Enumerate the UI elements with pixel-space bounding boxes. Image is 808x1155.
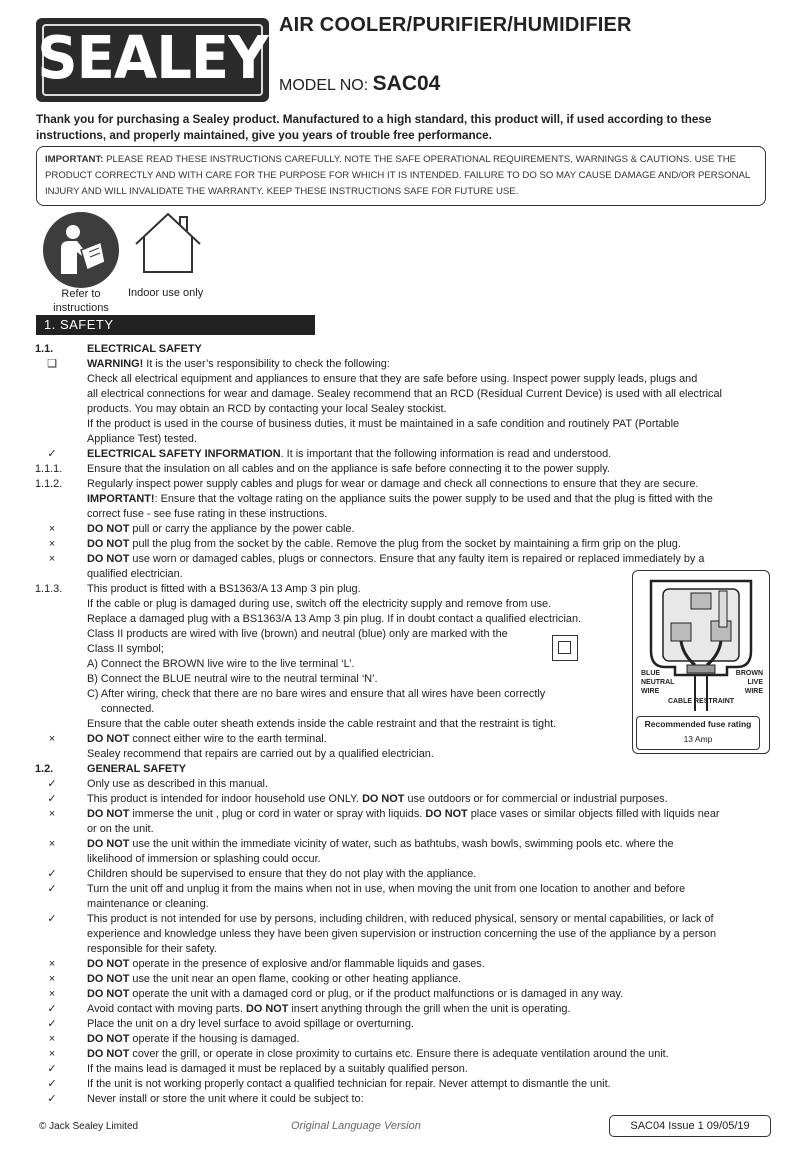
instruction-line — [0, 492, 808, 507]
line-text: likelihood of immersion or splashing could occur. — [87, 853, 321, 865]
cross-icon: × — [48, 973, 56, 985]
important-notice: IMPORTANT: PLEASE READ THESE INSTRUCTIONS CAREFULLY. NOTE THE SAFE OPERATIONAL REQUIREMENTS, WARNINGS & CAUTIONS. USE THE PRODUCT CORRECTLY AND WITH CARE FOR THE PURPOSE FOR WHICH IT IS INTENDED. FAILURE TO DO SO MAY CAUSE DAMAGE AND/OR PERSONAL INJURY AND WILL INVALIDATE THE WARRANTY. KEEP THESE INSTRUCTIONS SAFE FOR FUTURE USE. — [36, 146, 766, 206]
fuse-rating-box — [636, 716, 760, 750]
instruction-line — [0, 897, 808, 912]
line-text: GENERAL SAFETY — [87, 763, 187, 775]
section-heading: 1. SAFETY — [36, 315, 315, 335]
line-text: responsible for their safety. — [87, 943, 217, 955]
line-text: Class II products are wired with live (brown) and neutral (blue) only are marked with the — [87, 628, 508, 640]
issue-box: SAC04 Issue 1 09/05/19 — [609, 1115, 771, 1137]
brown-wire-label: BROWN LIVE WIRE — [735, 670, 763, 695]
line-text: Turn the unit off and unplug it from the mains when not in use, when moving the unit from one location to another and before — [87, 883, 686, 895]
line-text: qualified electrician. — [87, 568, 183, 580]
line-text: correct fuse - see fuse rating in these instructions. — [87, 508, 328, 520]
instruction-line — [0, 882, 808, 897]
checkbox-icon: ❑ — [47, 358, 57, 370]
cross-icon: × — [48, 1033, 56, 1045]
line-text: all electrical connections for wear and damage. Sealey recommend that an RCD (Residual Current Device) is used with all electrical — [87, 388, 722, 400]
instruction-line — [0, 777, 808, 792]
line-text: C) After wiring, check that there are no bare wires and ensure that all wires have been correctly — [87, 688, 546, 700]
instruction-line — [0, 372, 808, 387]
line-text: maintenance or cleaning. — [87, 898, 209, 910]
line-text: Children should be supervised to ensure that they do not play with the appliance. — [87, 868, 477, 880]
instruction-line — [0, 432, 808, 447]
line-text: Appliance Test) tested. — [87, 433, 197, 445]
line-text: Class II symbol; — [87, 643, 164, 655]
line-text: WARNING! It is the user’s responsibility to check the following: — [87, 358, 390, 370]
check-icon: ✓ — [47, 778, 57, 790]
indoor-caption: Indoor use only — [128, 287, 204, 299]
item-number: 1.2. — [35, 763, 54, 775]
indoor-house-icon — [132, 210, 204, 281]
item-number: 1.1. — [35, 343, 54, 355]
instruction-line — [0, 552, 808, 567]
instruction-line — [0, 927, 808, 942]
line-text: DO NOT use the unit near an open flame, cooking or other heating appliance. — [87, 973, 462, 985]
item-number: 1.1.2. — [35, 478, 63, 490]
instruction-line — [0, 957, 808, 972]
instruction-line — [0, 912, 808, 927]
instruction-line — [0, 807, 808, 822]
line-text: If the unit is not working properly contact a qualified technician for repair. Never attempt to dismantle the unit. — [87, 1078, 611, 1090]
line-text: ELECTRICAL SAFETY — [87, 343, 202, 355]
instruction-line — [0, 942, 808, 957]
line-text: DO NOT connect either wire to the earth terminal. — [87, 733, 327, 745]
instruction-line — [0, 762, 808, 777]
fuse-value: 13 Amp — [683, 734, 713, 744]
instruction-line — [0, 987, 808, 1002]
instruction-line — [0, 972, 808, 987]
read-manual-icon — [43, 212, 119, 288]
instruction-line — [0, 1002, 808, 1017]
instruction-line — [0, 477, 808, 492]
line-text: DO NOT immerse the unit , plug or cord in water or spray with liquids. DO NOT place vases or similar objects filled with liquids near — [87, 808, 720, 820]
sealey-logo — [36, 18, 269, 102]
cross-icon: × — [48, 538, 56, 550]
cross-icon: × — [48, 523, 56, 535]
cross-icon: × — [48, 958, 56, 970]
line-text: B) Connect the BLUE neutral wire to the neutral terminal ‘N’. — [87, 673, 378, 685]
line-text: DO NOT pull or carry the appliance by the power cable. — [87, 523, 355, 535]
language-version: Original Language Version — [291, 1120, 421, 1132]
line-text: This product is fitted with a BS1363/A 13 Amp 3 pin plug. — [87, 583, 361, 595]
instruction-line — [0, 417, 808, 432]
instruction-line — [0, 507, 808, 522]
instruction-line — [0, 867, 808, 882]
line-text: This product is intended for indoor household use ONLY. DO NOT use outdoors or for commercial or industrial purposes. — [87, 793, 668, 805]
item-number: 1.1.1. — [35, 463, 63, 475]
line-text: If the mains lead is damaged it must be replaced by a suitably qualified person. — [87, 1063, 468, 1075]
instruction-line — [0, 792, 808, 807]
instruction-line — [0, 537, 808, 552]
line-text: experience and knowledge unless they have been given supervision or instruction concerning the use of the appliance by a person — [87, 928, 717, 940]
instruction-line — [0, 1017, 808, 1032]
line-text: DO NOT use worn or damaged cables, plugs or connectors. Ensure that any faulty item is repaired or replaced immediately by a — [87, 553, 705, 565]
check-icon: ✓ — [47, 793, 57, 805]
line-text: or on the unit. — [87, 823, 154, 835]
instruction-line — [0, 462, 808, 477]
cross-icon: × — [48, 1048, 56, 1060]
instruction-line — [0, 522, 808, 537]
line-text: DO NOT operate in the presence of explosive and/or flammable liquids and gases. — [87, 958, 485, 970]
read-manual-caption: Refer to instructions — [53, 288, 109, 314]
check-icon: ✓ — [47, 868, 57, 880]
instruction-line — [0, 1062, 808, 1077]
line-text: products. You may obtain an RCD by contacting your local Sealey stockist. — [87, 403, 447, 415]
cable-restraint-label: CABLE RESTRAINT — [667, 698, 735, 705]
copyright: © Jack Sealey Limited — [39, 1121, 139, 1132]
cross-icon: × — [48, 838, 56, 850]
line-text: Replace a damaged plug with a BS1363/A 13 Amp 3 pin plug. If in doubt contact a qualified electrician. — [87, 613, 582, 625]
cross-icon: × — [48, 733, 56, 745]
check-icon: ✓ — [47, 448, 57, 460]
line-text: DO NOT use the unit within the immediate vicinity of water, such as bathtubs, wash bowls, swimming pools etc. where the — [87, 838, 674, 850]
check-icon: ✓ — [47, 1003, 57, 1015]
line-text: ELECTRICAL SAFETY INFORMATION. It is important that the following information is read and understood. — [87, 448, 612, 460]
check-icon: ✓ — [47, 1063, 57, 1075]
cross-icon: × — [48, 988, 56, 1000]
line-text: DO NOT pull the plug from the socket by the cable. Remove the plug from the socket by maintaining a firm grip on the plug. — [87, 538, 681, 550]
line-text: Check all electrical equipment and appliances to ensure that they are safe before using. Inspect power supply leads, plugs and — [87, 373, 698, 385]
check-icon: ✓ — [47, 1093, 57, 1105]
cross-icon: × — [48, 553, 56, 565]
line-text: Sealey recommend that repairs are carried out by a qualified electrician. — [87, 748, 434, 760]
intro-text: Thank you for purchasing a Sealey product. Manufactured to a high standard, this product will, if used according to these instructions, and properly maintained, give you years of trouble free performance. — [36, 113, 712, 142]
instruction-line — [0, 1077, 808, 1092]
line-text: This product is not intended for use by persons, including children, with reduced physical, sensory or mental capabilities, or lack of — [87, 913, 714, 925]
line-text: Ensure that the insulation on all cables and on the appliance is safe before connecting it to the power supply. — [87, 463, 610, 475]
class-ii-symbol-icon — [552, 635, 578, 661]
line-text: DO NOT operate the unit with a damaged cord or plug, or if the product malfunctions or is damaged in any way. — [87, 988, 624, 1000]
instruction-line — [0, 357, 808, 372]
line-text: connected. — [101, 703, 155, 715]
document-title: AIR COOLER/PURIFIER/HUMIDIFIER — [279, 14, 632, 36]
instruction-line — [0, 447, 808, 462]
line-text: Only use as described in this manual. — [87, 778, 268, 790]
check-icon: ✓ — [47, 1078, 57, 1090]
line-text: Regularly inspect power supply cables and plugs for wear or damage and check all connections to ensure that they are secure. — [87, 478, 699, 490]
instruction-line — [0, 342, 808, 357]
check-icon: ✓ — [47, 913, 57, 925]
line-text: Avoid contact with moving parts. DO NOT insert anything through the grill when the unit is operating. — [87, 1003, 571, 1015]
instruction-line — [0, 1032, 808, 1047]
cross-icon: × — [48, 808, 56, 820]
line-text: If the product is used in the course of business duties, it must be maintained in a safe condition and routinely PAT (Portable — [87, 418, 680, 430]
model-number: MODEL NO: SAC04 — [279, 72, 441, 95]
fuse-caption: Recommended fuse rating — [644, 719, 752, 729]
line-text: DO NOT operate if the housing is damaged. — [87, 1033, 300, 1045]
instruction-line — [0, 402, 808, 417]
check-icon: ✓ — [47, 883, 57, 895]
instruction-line — [0, 837, 808, 852]
line-text: Never install or store the unit where it could be subject to: — [87, 1093, 364, 1105]
line-text: Ensure that the cable outer sheath extends inside the cable restraint and that the restraint is tight. — [87, 718, 557, 730]
item-number: 1.1.3. — [35, 583, 63, 595]
instruction-line — [0, 1047, 808, 1062]
line-text: If the cable or plug is damaged during use, switch off the electricity supply and remove from use. — [87, 598, 552, 610]
line-text: IMPORTANT!: Ensure that the voltage rating on the appliance suits the power supply to be used and that the plug is fitted with the — [87, 493, 713, 505]
line-text: A) Connect the BROWN live wire to the live terminal ‘L’. — [87, 658, 355, 670]
instruction-line — [0, 822, 808, 837]
instruction-line — [0, 387, 808, 402]
instruction-line — [0, 852, 808, 867]
line-text: Place the unit on a dry level surface to avoid spillage or overturning. — [87, 1018, 414, 1030]
line-text: DO NOT cover the grill, or operate in close proximity to curtains etc. Ensure there is adequate ventilation around the unit. — [87, 1048, 669, 1060]
blue-wire-label: BLUE NEUTRAL WIRE — [641, 670, 675, 695]
logo-text: SEALEY — [37, 24, 268, 93]
instruction-line — [0, 1092, 808, 1107]
check-icon: ✓ — [47, 1018, 57, 1030]
